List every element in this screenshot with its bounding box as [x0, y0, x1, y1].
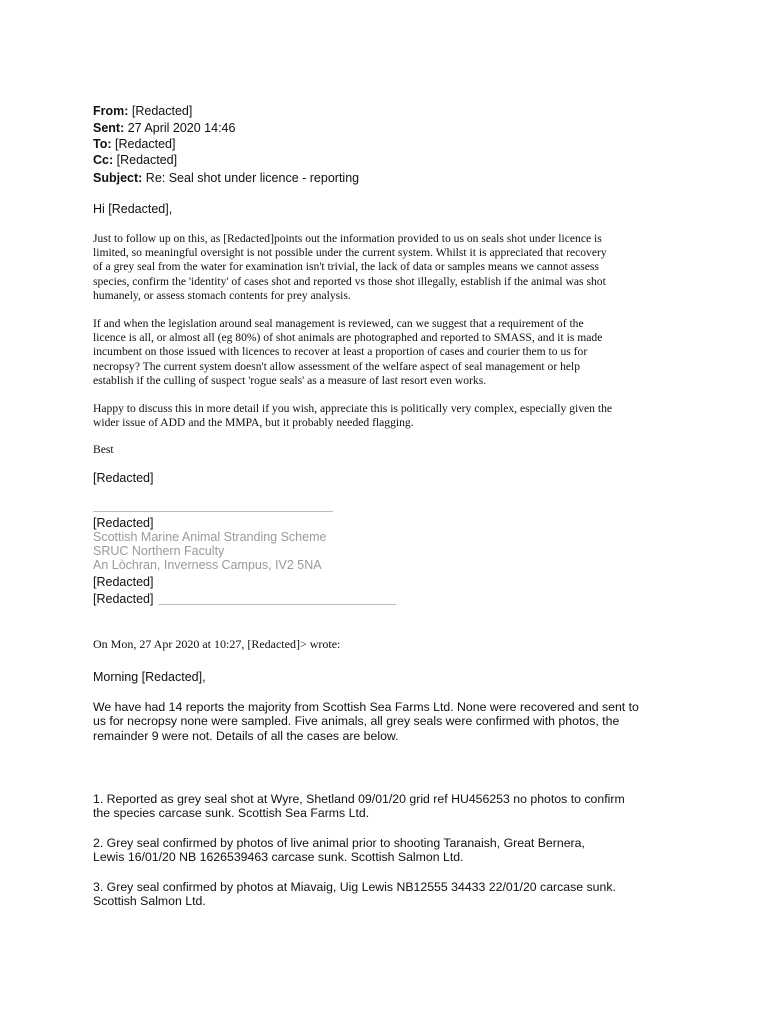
subject-line [93, 171, 359, 185]
text-line: the species carcase sunk. Scottish Sea Farms Ltd. [93, 806, 370, 821]
text-line: necropsy? The current system doesn't allow assessment of the welfare aspect of seal management or help [93, 359, 581, 373]
text-line: Happy to discuss this in more detail if you wish, appreciate this is politically very complex, especially given the [93, 402, 613, 415]
reply-paragraph-1 [93, 232, 607, 303]
text-line: Lewis 16/01/20 NB 1626539463 carcase sunk. Scottish Salmon Ltd. [93, 850, 464, 865]
text-line: We have had 14 reports the majority from Scottish Sea Farms Ltd. None were recovered and sent to [93, 700, 639, 714]
text-line: licence is all, or almost all (eg 80%) of shot animals are photographed and reported to SMASS, and it is made [93, 331, 603, 345]
to-label: To: [93, 137, 112, 151]
subject-value: Re: Seal shot under licence - reporting [142, 171, 360, 185]
signature-faculty: SRUC Northern Faculty [93, 544, 225, 558]
from-label: From: [93, 104, 129, 118]
signature-org: Scottish Marine Animal Stranding Scheme [93, 530, 327, 544]
text-line: us for necropsy none were sampled. Five animals, all grey seals were confirmed with photos, the [93, 714, 620, 729]
text-line: Just to follow up on this, as [Redacted]points out the information provided to us on seals shot under licence is [93, 232, 602, 245]
to-value: [Redacted] [111, 137, 176, 151]
reply-paragraph-2 [93, 317, 602, 388]
sent-line [93, 121, 235, 135]
text-line: 2. Grey seal confirmed by photos of live animal prior to shooting Taranaish, Great Bernera, [93, 836, 585, 850]
text-line: If and when the legislation around seal management is reviewed, can we suggest that a requirement of the [93, 317, 584, 330]
reply-greeting: Hi [Redacted], [93, 202, 173, 216]
signature-line-5: [Redacted] [93, 592, 154, 606]
text-line: remainder 9 were not. Details of all the cases are below. [93, 728, 399, 743]
cc-line [93, 153, 177, 167]
quote-paragraph-1 [93, 700, 639, 743]
signature-underline [158, 604, 396, 605]
text-line: Scottish Salmon Ltd. [93, 894, 206, 909]
text-line: 1. Reported as grey seal shot at Wyre, Shetland 09/01/20 grid ref HU456253 no photos to confirm [93, 792, 625, 806]
signature-line-4: [Redacted] [93, 575, 154, 589]
sent-value: 27 April 2020 14:46 [124, 121, 236, 135]
text-line: humanely, or assess stomach contents for prey analysis. [93, 288, 351, 302]
reply-paragraph-3 [93, 402, 612, 430]
case-item-3 [93, 880, 616, 909]
to-line [93, 137, 175, 151]
signature-address: An Lòchran, Inverness Campus, IV2 5NA [93, 558, 322, 572]
reply-name: [Redacted] [93, 471, 154, 485]
signature-divider [93, 511, 333, 512]
text-line: incumbent on those issued with licences to recover at least a proportion of cases and courier them to us for [93, 345, 588, 359]
signature-name: [Redacted] [93, 516, 154, 530]
reply-signoff: Best [93, 443, 114, 456]
text-line: wider issue of ADD and the MMPA, but it probably needed flagging. [93, 416, 414, 430]
cc-value: [Redacted] [113, 153, 178, 167]
quote-attribution: On Mon, 27 Apr 2020 at 10:27, [Redacted]> wrote: [93, 637, 341, 651]
from-line [93, 104, 192, 118]
case-item-1 [93, 792, 625, 821]
text-line: limited, so meaningful oversight is not possible under the current system. Whilst it is appreciated that recovery [93, 246, 607, 260]
from-value: [Redacted] [128, 104, 193, 118]
text-line: 3. Grey seal confirmed by photos at Miavaig, Uig Lewis NB12555 34433 22/01/20 carcase sunk. [93, 880, 616, 894]
text-line: species, confirm the 'identity' of cases shot and reported vs those shot illegally, establish if the animal was shot [93, 274, 606, 288]
subject-label: Subject: [93, 171, 143, 185]
sent-label: Sent: [93, 121, 125, 135]
cc-label: Cc: [93, 153, 114, 167]
text-line: establish if the culling of suspect 'rogue seals' as a measure of last resort even works. [93, 373, 487, 387]
text-line: of a grey seal from the water for examination isn't trivial, the lack of data or samples means we cannot assess [93, 260, 599, 274]
case-item-2 [93, 836, 585, 865]
quote-greeting: Morning [Redacted], [93, 670, 206, 684]
